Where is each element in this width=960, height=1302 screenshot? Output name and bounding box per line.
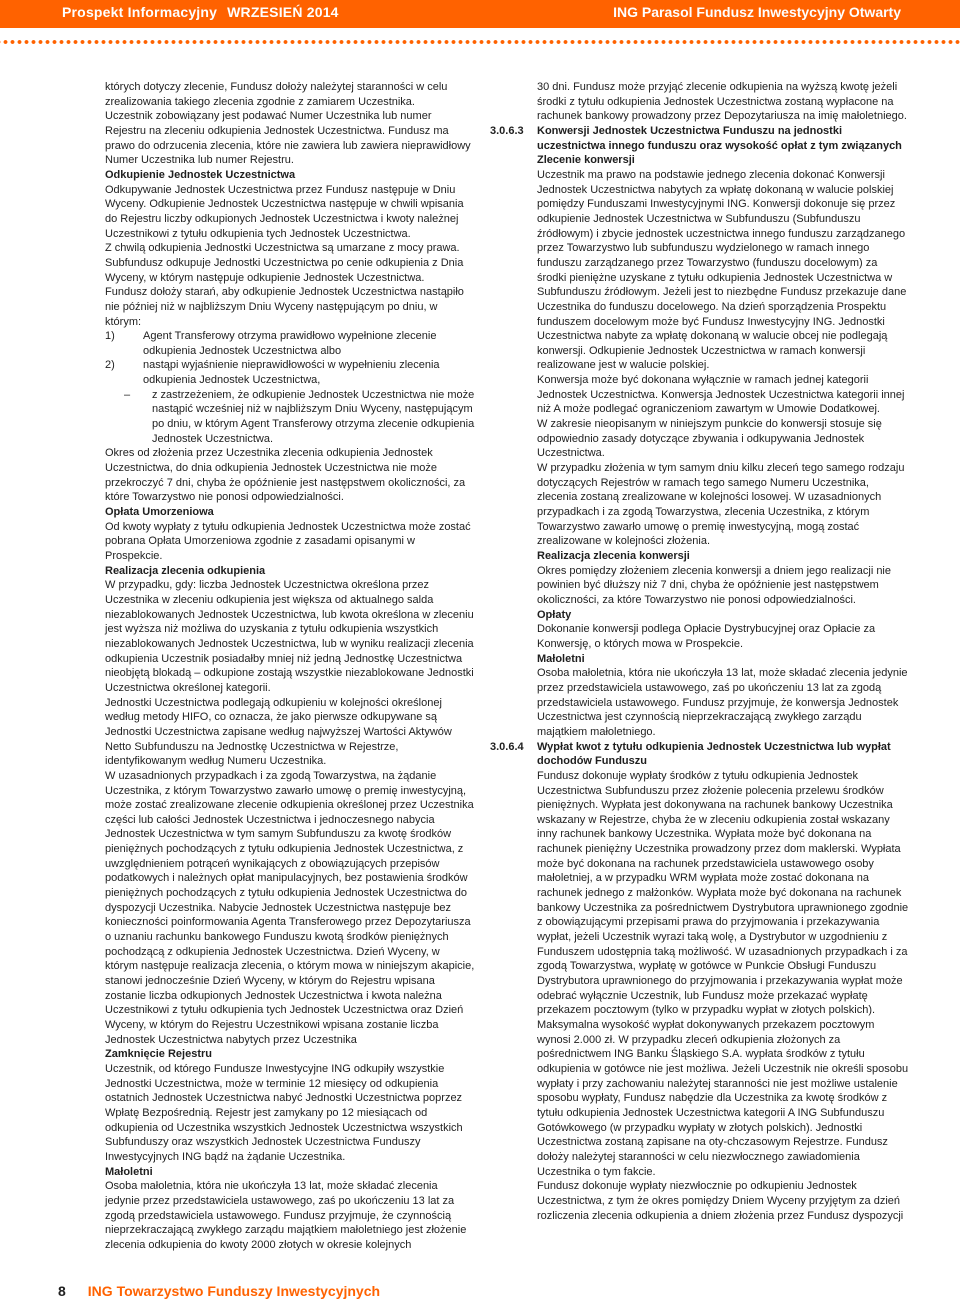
paragraph: W zakresie nieopisanym w niniejszym punkcie do konwersji stosuje się odpowiednio zasady dotyczące zbywania i odkupywania Jednostek Uczestnictwa.	[537, 418, 882, 460]
section-heading: Opłata Umorzeniowa	[105, 506, 214, 519]
numbered-section	[490, 740, 909, 769]
dash-list-item	[105, 388, 475, 447]
paragraph: Okres od złożenia przez Uczestnika zlecenia odkupienia Jednostek Uczestnictwa, do dnia odkupienia Jednostek Uczestnictwa nie może przekroczyć 7 dni, chyba że opóźnienie jest następstwem okoliczności, za które Towarzystwo nie ponosi odpowiedzialności.	[105, 447, 466, 504]
paragraph: 30 dni. Fundusz może przyjąć zlecenie odkupienia na wyższą kwotę jeżeli środki z tytułu odkupienia Jednostek Uczestnictwa zostaną wypłacone na rachunek bankowy prowadzony przez Depozytariusza na imię małoletniego.	[537, 81, 907, 123]
right-column	[490, 80, 909, 1223]
fund-name: ING Parasol Fundusz Inwestycyjny Otwarty	[613, 4, 901, 20]
section-number: 3.0.6.3	[490, 124, 524, 137]
paragraph: Uczestnik, od którego Fundusze Inwestycyjne ING odkupiły wszystkie Jednostki Uczestnictwa, może w terminie 12 miesięcy od odkupienia ostatnich Jednostek Uczestnictwa nabyć Jednostki Uczestnictwa poprzez Wpłatę Bezpośrednią. Rejestr jest zamykany po 12 miesiącach od odkupienia od Uczestnika wszystkich Jednostek Uczestnictwa wszystkich Subfunduszy oraz wszystkich Jednostek Uczestnictwa Funduszy Inwestycyjnych ING bądź na żądanie Uczestnika.	[105, 1062, 463, 1163]
paragraph: Odkupywanie Jednostek Uczestnictwa przez Fundusz następuje w Dniu Wyceny. Odkupienie Jednostek Uczestnictwa następuje w chwili wpisania do Rejestru liczby odkupionych Jednostek Uczestnictwa i kwoty należnej Uczestnikowi z tytułu odkupienia tych Jednostek Uczestnictwa.	[105, 183, 464, 240]
section-heading: Zamknięcie Rejestru	[105, 1048, 212, 1061]
paragraph: Uczestnik ma prawo na podstawie jednego zlecenia dokonać Konwersji Jednostek Uczestnictwa nabytych za wpłatę dokonaną w walucie polskiej pomiędzy Funduszami Inwestycyjnymi ING. Konwersji dokonuje się przez odkupienie Jednostek Uczestnictwa w Subfunduszu (Subfunduszu źródłowym) i zbycie jednostek uczestnictwa innego funduszu zarządzanego przez Towarzystwo lub subfunduszu wydzielonego w ramach innego funduszu zarządzanego przez Towarzystwo (funduszu docelowym) za środki pieniężne uzyskane z tytułu odkupienia Jednostek Uczestnictwa w Subfunduszu źródłowym. Jeżeli jest to niezbędne Fundusz przekazuje dane Uczestnika do funduszu docelowego. Na dzień sporządzenia Prospektu funduszem docelowym może być Fundusz Inwestycyjny ING. Jednostki Uczestnictwa nabyte za wpłatę dokonaną w walucie obcej nie podlegają konwersji. Odkupienie Jednostek Uczestnictwa w ramach konwersji realizowane jest w walucie polskiej.	[537, 168, 907, 372]
paragraph: Uczestnik zobowiązany jest podawać Numer Uczestnika lub numer Rejestru na zleceniu odkupienia Jednostek Uczestnictwa. Fundusz ma prawo do odrzucenia zlecenia, które nie zawiera lub zawiera nieprawidłowy Numer Uczestnika lub numer Rejestru.	[105, 110, 471, 167]
paragraph: których dotyczy zlecenie, Fundusz dołoży należytej staranności w celu zrealizowania takiego zlecenia zgodnie z zamiarem Uczestnika.	[105, 81, 448, 108]
page-footer	[58, 1283, 380, 1299]
section-heading: Małoletni	[105, 1165, 153, 1178]
section-heading: Odkupienie Jednostek Uczestnictwa	[105, 168, 296, 181]
dash-bullet: –	[124, 388, 131, 401]
section-heading: Małoletni	[537, 652, 585, 665]
left-column	[105, 80, 475, 1253]
paragraph: Osoba małoletnia, która nie ukończyła 13 lat, może składać zlecenia jedynie przez przedstawiciela ustawowego, zaś po ukończeniu 13 lat za zgodą przedstawiciela ustawowego. Fundusz przyjmuje, że czynnością nieprzekraczającą zwykłego zarządu majątkiem małoletniego jest złożenie zlecenia odkupienia do kwoty 2000 złotych w okresie kolejnych	[105, 1180, 467, 1251]
paragraph: Od kwoty wypłaty z tytułu odkupienia Jednostek Uczestnictwa może zostać pobrana Opłata Umorzeniowa zgodnie z zasadami opisanymi w Prospekcie.	[105, 520, 471, 562]
list-number: 2)	[105, 359, 115, 372]
section-title: Konwersji Jednostek Uczestnictwa Funduszu na jednostki uczestnictwa innego funduszu oraz wysokość opłat z tym związanych	[537, 124, 902, 152]
paragraph: Fundusz dokonuje wypłaty środków z tytułu odkupienia Jednostek Uczestnictwa Subfunduszu przez złożenie polecenia przelewu środków pieniężnych. Wypłata jest dokonywana na rachunek bankowy Uczestnika wskazany w Rejestrze, chyba że w zleceniu odkupienia został wskazany inny rachunek bankowy Uczestnika. Wypłata może być dokonana na rachunek pieniężny Uczestnika prowadzony przez dom maklerski. Wypłata może być dokonana na rachunek przedstawiciela ustawowego osoby małoletniej, a w przypadku WRM wypłata może zostać dokonana na rachunek jednego z małżonków. Wypłata może być dokonana na rachunek bankowy Uczestnika za pośrednictwem Dystrybutora uprawnionego zgodnie z obowiązującymi przepisami prawa do przyjmowania i przekazywania wypłat, jeżeli Uczestnik wyrazi taką wolę, a Dystrybutor w uzgodnieniu z Funduszem udostępnia taką możliwość. W uzasadnionych przypadkach i za zgodą Towarzystwa, wypłatę w gotówce w Punkcie Obsługi Funduszu Dystrybutora uprawnionego do przyjmowania i przekazywania wypłat może odebrać wyłącznie Uczestnik, lub Fundusz może przekazać wypłatę przekazem pocztowym (tylko w przypadku wypłat w złotych polskich). Maksymalna wysokość wypłat dokonywanych przekazem pocztowym wynosi 2.000 zł. W przypadku zleceń odkupienia złożonych za pośrednictwem ING Banku Śląskiego S.A. wypłata środków z tytułu odkupienia w gotówce nie jest możliwa. Jeżeli Uczestnik nie określi sposobu wypłaty i przy zachowaniu należytej staranności nie jest możliwe ustalenie sposobu wypłaty, Fundusz nabędzie dla Uczestnika za kwotę środków z tytułu odkupienia Jednostek Uczestnictwa kategorii A ING Subfunduszu Gotówkowego (w przypadku wypłaty w złotych polskich). Jednostki Uczestnictwa zostaną zapisane na oty-chczasowym Rejestrze. Fundusz dołoży należytej staranności w celu niezwłocznego zawiadomienia Uczestnika o tym fakcie.	[537, 769, 909, 1178]
section-heading: Zlecenie konwersji	[537, 154, 635, 167]
list-text: Agent Transferowy otrzyma prawidłowo wypełnione zlecenie odkupienia Jednostek Uczestnictwa albo	[143, 330, 437, 357]
paragraph: Fundusz dokonuje wypłaty niezwłocznie po odkupieniu Jednostek Uczestnictwa, z tym że okres pomiędzy Dniem Wyceny przyjętym za dzień rozliczenia zlecenia odkupienia a dniem złożenia przez Fundusz dyspozycji	[537, 1180, 904, 1222]
paragraph: Z chwilą odkupienia Jednostki Uczestnictwa są umarzane z mocy prawa.	[105, 242, 460, 255]
section-heading: Realizacja zlecenia konwersji	[537, 550, 690, 562]
paragraph: W uzasadnionych przypadkach i za zgodą Towarzystwa, na żądanie Uczestnika, z którym Towarzystwo zawarło umowę o premię inwestycyjną, może zostać zrealizowane zlecenie odkupienia określonej przez Uczestnika części lub całości Jednostek Uczestnictwa i jednoczesnego nabycia Jednostek Uczestnictwa w tym samym Subfunduszu za kwotę środków pieniężnych pochodzących z tytułu odkupienia Jednostek Uczestnictwa, z uwzględnieniem potrąceń wynikających z obowiązujących przepisów podatkowych i należnych opłat manipulacyjnych, bez postawienia środków pieniężnych pochodzących z tytułu odkupienia Jednostek Uczestnictwa do dyspozycji Uczestnika. Nabycie Jednostek Uczestnictwa następuje bez konieczności poinformowania Agenta Transferowego przez Depozytariusza o uznaniu rachunku bankowego Funduszu kwotą środków pieniężnych pochodzącą z odkupienia Jednostek Uczestnictwa. Dzień Wyceny, w którym następuje realizacja zlecenia, o którym mowa w niniejszym akapicie, stanowi jednocześnie Dzień Wyceny, w którym do Rejestru wpisana zostanie liczba odkupionych Jednostek Uczestnictwa i kwota należna Uczestnikowi z tytułu odkupienia tych Jednostek Uczestnictwa oraz Dzień Wyceny, w którym do Rejestru Uczestnikowi wpisana zostanie liczba Jednostek Uczestnictwa nabytych przez Uczestnika	[105, 769, 475, 1046]
numbered-section	[490, 124, 909, 153]
list-item	[105, 358, 475, 387]
paragraph: W przypadku złożenia w tym samym dniu kilku zleceń tego samego rodzaju dotyczących Rejestrów w ramach tego samego Numeru Uczestnika, zlecenia zostaną zrealizowane w kolejności losowej. W uzasadnionych przypadkach i za zgodą Towarzystwa, zlecenia Uczestnika, z którym Towarzystwo zawarło umowę o premię inwestycyjną, mogą zostać zrealizowane w kolejności złożenia.	[537, 462, 905, 548]
document-date: WRZESIEŃ 2014	[227, 4, 339, 20]
header-bar	[0, 0, 960, 28]
section-number: 3.0.6.4	[490, 740, 524, 753]
paragraph: Fundusz dołoży starań, aby odkupienie Jednostek Uczestnictwa nastąpiło nie później niż w najbliższym Dniu Wyceny następującym po dniu, w którym:	[105, 286, 464, 328]
paragraph: Osoba małoletnia, która nie ukończyła 13 lat, może składać zlecenia jedynie przez przedstawiciela ustawowego, zaś po ukończeniu 13 lat za zgodą przedstawiciela ustawowego. Fundusz przyjmuje, że konwersja Jednostek Uczestnictwa jest czynnością nieprzekraczającą zwykłego zarządu majątkiem małoletniego.	[537, 667, 908, 738]
list-text: nastąpi wyjaśnienie nieprawidłowości w wypełnieniu zlecenia odkupienia Jednostek Uczestnictwa,	[143, 359, 440, 387]
list-text: z zastrzeżeniem, że odkupienie Jednostek Uczestnictwa nie może nastąpić wcześniej niż w najbliższym Dniu Wyceny, następującym po dniu, w którym Agent Transferowy otrzyma zlecenie odkupienia Jednostek Uczestnictwa.	[152, 388, 475, 445]
paragraph: Konwersja może być dokonana wyłącznie w ramach jednej kategorii Jednostek Uczestnictwa. Konwersja Jednostek Uczestnictwa kategorii innej niż A może podlegać ograniczeniom zawartym w Umowie Dodatkowej.	[537, 374, 905, 416]
paragraph: Dokonanie konwersji podlega Opłacie Dystrybucyjnej oraz Opłacie za Konwersję, o których mowa w Prospekcie.	[537, 623, 876, 650]
section-title: Wypłat kwot z tytułu odkupienia Jednostek Uczestnictwa lub wypłat dochodów Funduszu	[537, 740, 891, 768]
paragraph: Jednostki Uczestnictwa podlegają odkupieniu w kolejności określonej według metody HIFO, co oznacza, że jako pierwsze odkupywane są Jednostki Uczestnictwa zapisane według najwyższej Wartości Aktywów Netto Subfunduszu na Jednostkę Uczestnictwa w Rejestrze, identyfikowanym według Numeru Uczestnika.	[105, 696, 452, 768]
list-number: 1)	[105, 330, 115, 343]
document-title: Prospekt Informacyjny	[62, 4, 218, 20]
list-item	[105, 329, 475, 358]
section-heading: Realizacja zlecenia odkupienia	[105, 564, 266, 577]
dotted-divider	[0, 38, 960, 46]
footer-company: ING Towarzystwo Funduszy Inwestycyjnych	[87, 1283, 381, 1299]
page-number: 8	[58, 1283, 66, 1299]
paragraph: W przypadku, gdy: liczba Jednostek Uczestnictwa określona przez Uczestnika w zleceniu odkupienia jest większa od aktualnego salda niezablokowanych Jednostek Uczestnictwa, lub kwota określona w zleceniu jest wyższa niż możliwa do uzyskania z tytułu odkupienia wszystkich niezablokowanych Jednostek Uczestnictwa, lub w wyniku realizacji zlecenia odkupienia Uczestnik posiadałby mniej niż jedną Jednostkę Uczestnictwa nieobjętą blokadą – odkupione zostają wszystkie niezablokowane Jednostki Uczestnictwa określonej kategorii.	[105, 579, 474, 694]
header-left	[62, 4, 339, 20]
paragraph: Subfundusz odkupuje Jednostki Uczestnictwa po cenie odkupienia z Dnia Wyceny, w którym następuje odkupienie Jednostek Uczestnictwa.	[105, 256, 464, 284]
paragraph: Okres pomiędzy złożeniem zlecenia konwersji a dniem jego realizacji nie powinien być dłuższy niż 7 dni, chyba że opóźnienie jest następstwem okoliczności, za które Towarzystwo nie ponosi odpowiedzialności.	[537, 564, 891, 606]
section-heading: Opłaty	[537, 608, 572, 621]
